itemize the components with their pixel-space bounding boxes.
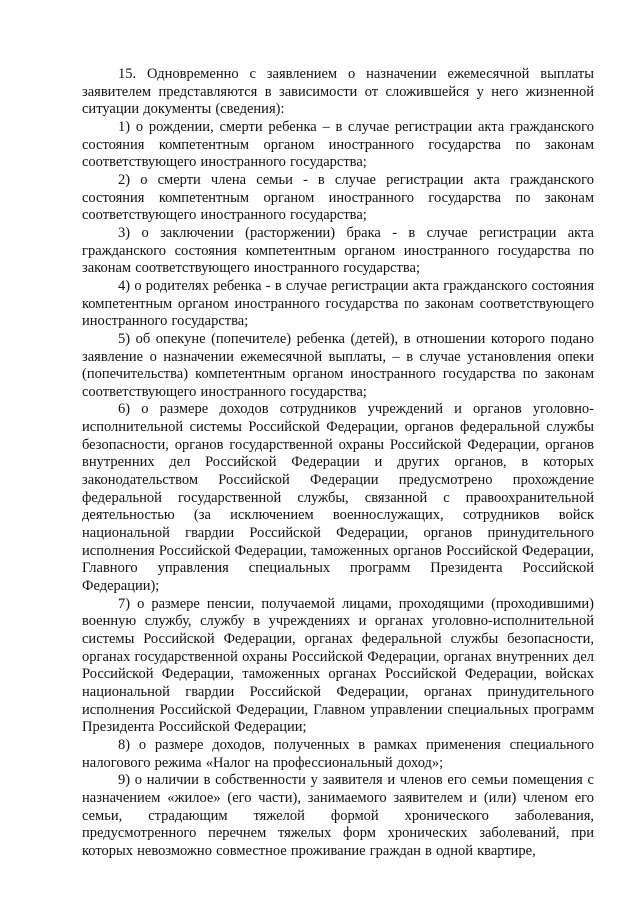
paragraph-15-intro: 15. Одновременно с заявлением о назначении ежемесячной выплаты заявителем представляются в зависимости от сложившейся у него жизненной ситуации документы (сведения): [82,66,594,118]
list-item-6-income-employees: 6) о размере доходов сотрудников учреждений и органов уголовно-исполнительной системы Российской Федерации, органов федеральной службы безопасности, органов государственной охраны Российской Федерации, органов внутренних дел Российской Федерации и других органов, в которых законодательством Российской Федерации предусмотрено прохождение федеральной государственной службы, связанной с правоохранительной деятельностью (за исключением военнослужащих, сотрудников войск национальной гвардии Российской Федерации, органов принудительного исполнения Российской Федерации, таможенных органов Российской Федерации, Главного управления специальных программ Президента Российской Федерации); [82,401,594,595]
list-item-7-pension: 7) о размере пенсии, получаемой лицами, проходящими (проходившими) военную службу, службу в учреждениях и органах уголовно-исполнительной системы Российской Федерации, органах федеральной службы безопасности, органах государственной охраны Российской Федерации, органах внутренних дел Российской Федерации, таможенных органах Российской Федерации, войсках национальной гвардии Российской Федерации, органах принудительного исполнения Российской Федерации, Главном управлении специальных программ Президента Российской Федерации; [82,595,594,736]
list-item-2-death-family-member: 2) о смерти члена семьи - в случае регистрации акта гражданского состояния компетентным органом иностранного государства по законам соответствующего иностранного государства; [82,171,594,224]
document-body [82,66,594,861]
list-item-9-residential-property: 9) о наличии в собственности у заявителя и членов его семьи помещения с назначением «жилое» (его части), занимаемого заявителем и (или) членом его семьи, страдающим тяжелой формой хронического заболевания, предусмотренного перечнем тяжелых форм хронических заболеваний, при которых невозможно совместное проживание граждан в одной квартире, [82,772,594,859]
list-item-3-marriage-divorce: 3) о заключении (расторжении) брака - в случае регистрации акта гражданского состояния компетентным органом иностранного государства по законам соответствующего иностранного государства; [82,224,594,277]
list-item-5-guardian: 5) об опекуне (попечителе) ребенка (детей), в отношении которого подано заявление о назначении ежемесячной выплаты, – в случае установления опеки (попечительства) компетентным органом иностранного государства по законам соответствующего иностранного государства; [82,330,594,400]
list-item-8-professional-income: 8) о размере доходов, полученных в рамках применения специального налогового режима «Налог на профессиональный доход»; [82,736,594,771]
list-item-4-parents: 4) о родителях ребенка - в случае регистрации акта гражданского состояния компетентным органом иностранного государства по законам соответствующего иностранного государства; [82,277,594,330]
list-item-1-birth-death-child: 1) о рождении, смерти ребенка – в случае регистрации акта гражданского состояния компетентным органом иностранного государства по законам соответствующего иностранного государства; [82,118,594,171]
